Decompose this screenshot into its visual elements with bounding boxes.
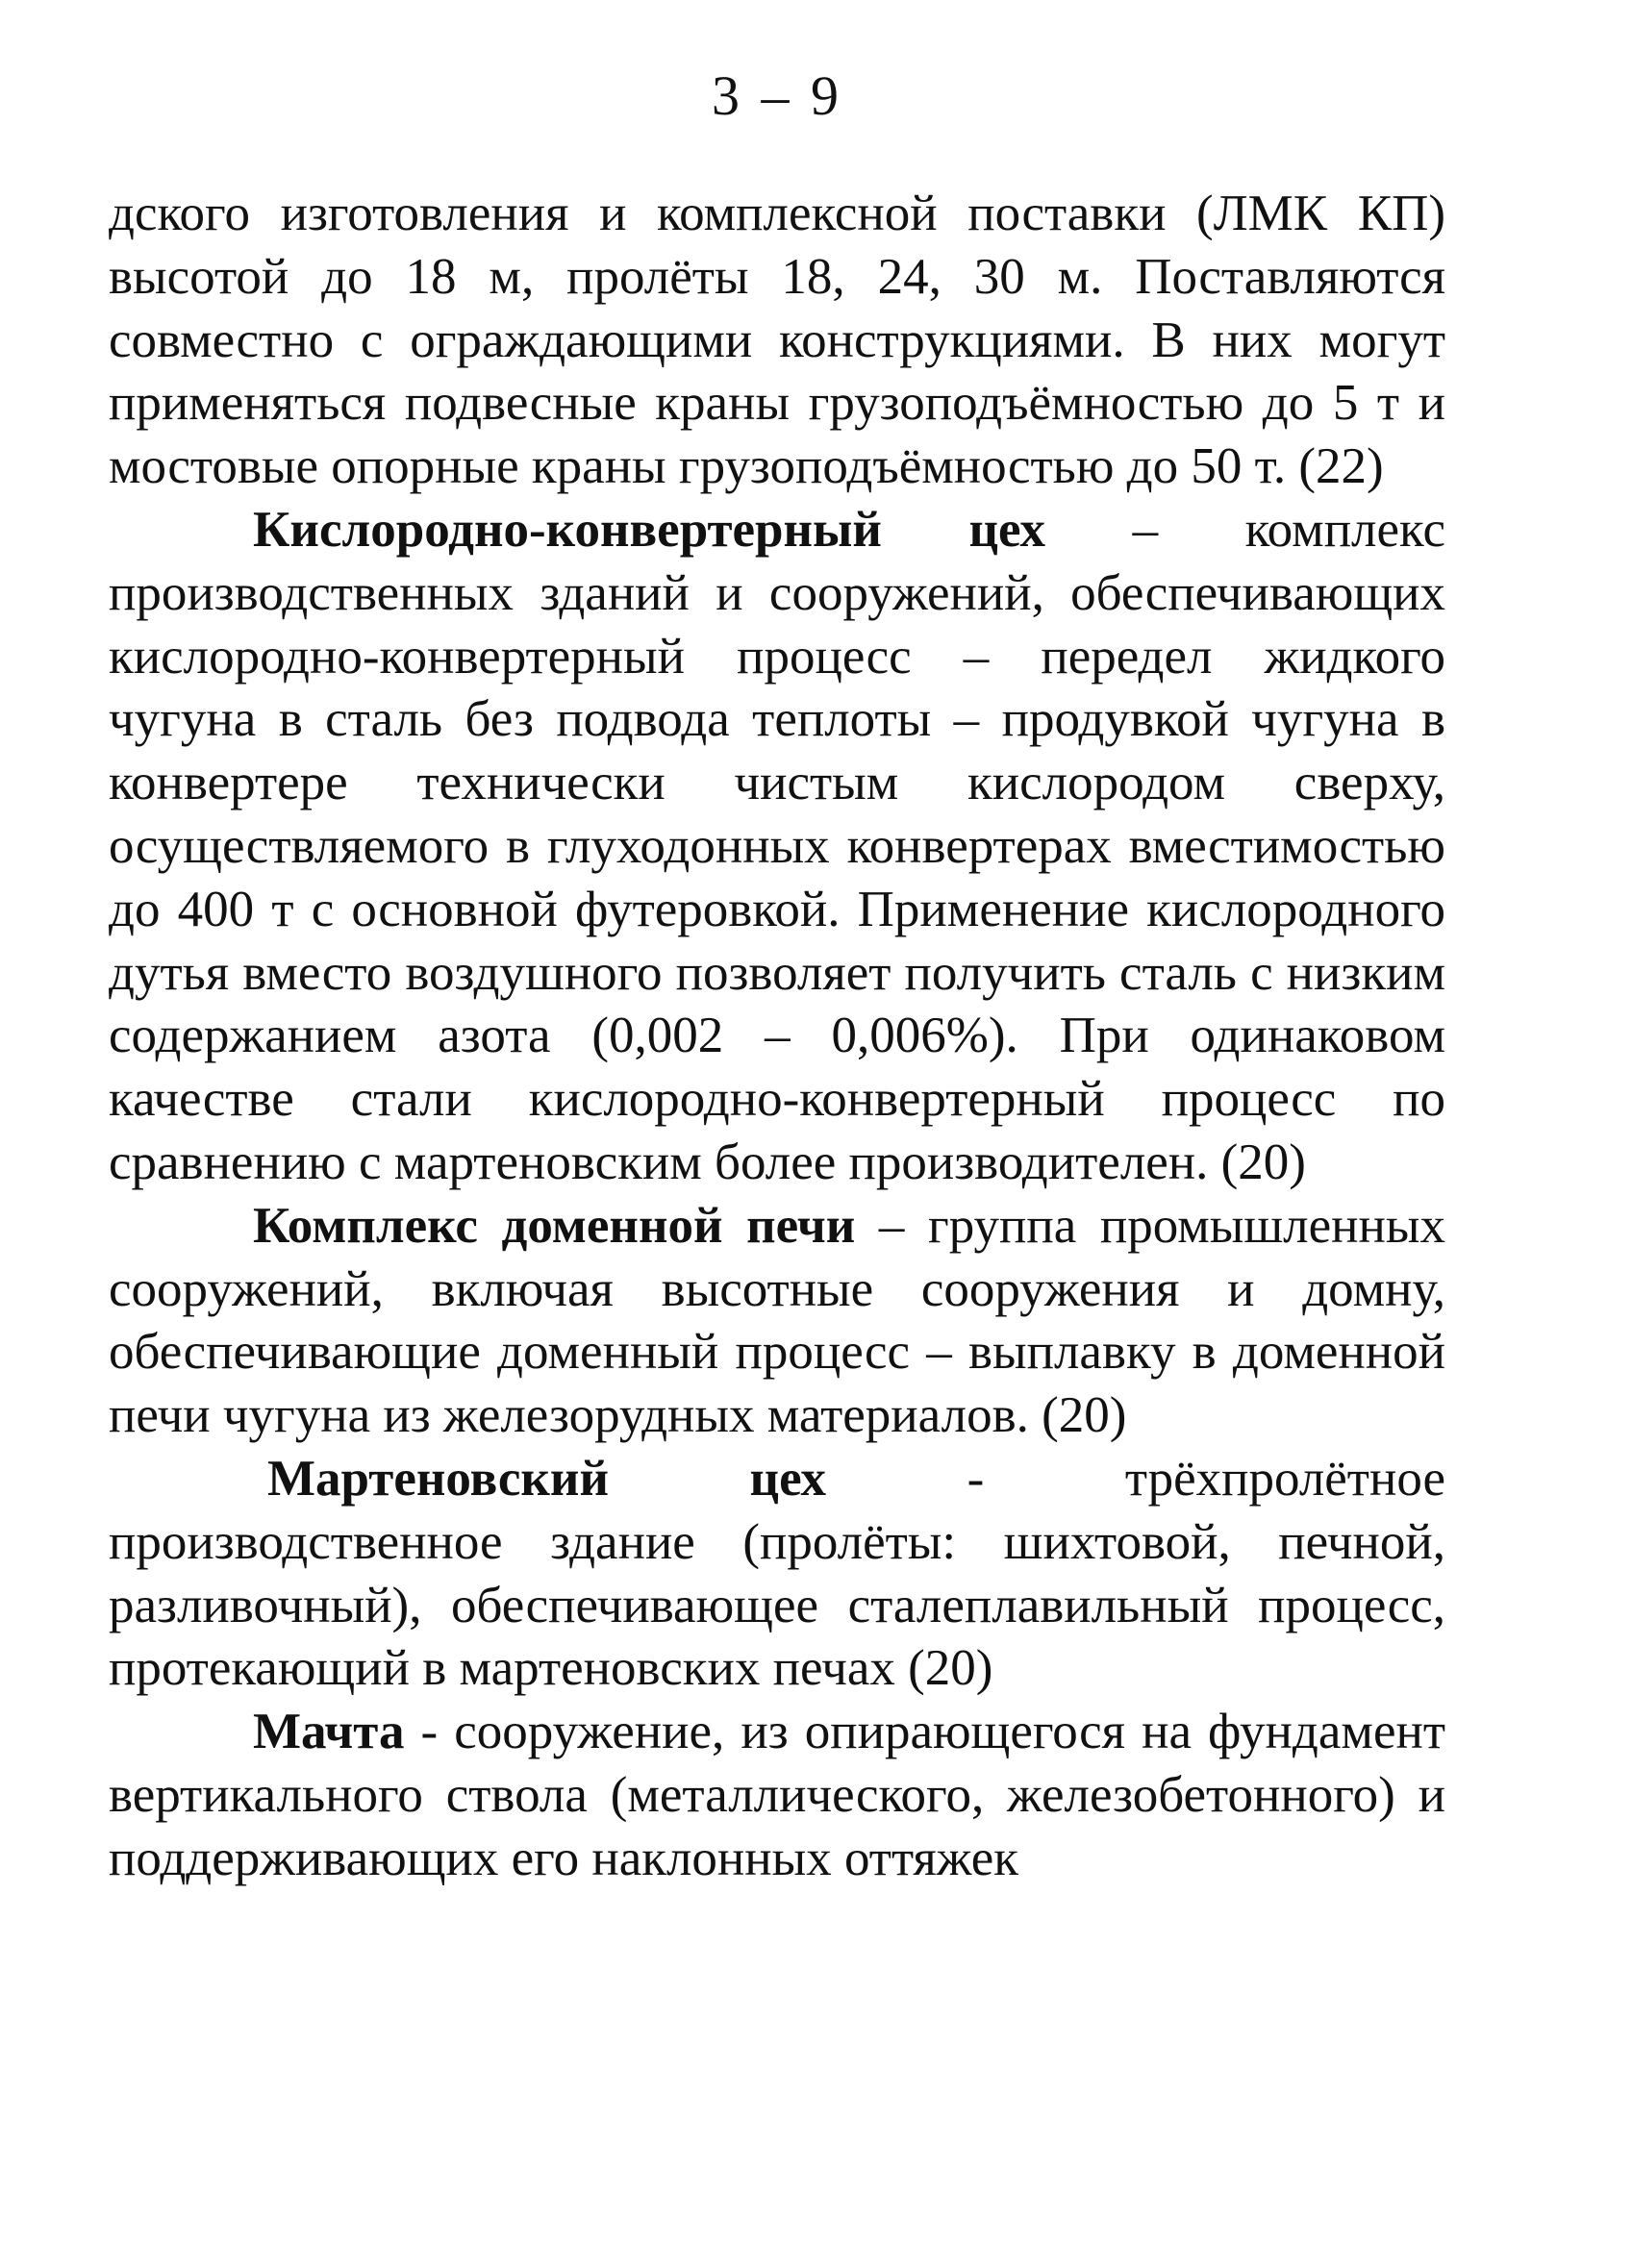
paragraph-text: – группа промышленных сооружений, включая высотные сооружения и домну, обеспечивающие доменный процесс – выплавку в доменной печи чугуна из железорудных материалов. (20): [109, 1197, 1445, 1444]
paragraph-text: – комплекс производственных зданий и сооружений, обеспечивающих кислородно-конвертерный процесс – передел жидкого чугуна в сталь без подвода теплоты – продувкой чугуна в конвертере технически чистым кислородом сверху, осуществляемого в глуходонных конвертерах вместимостью до 400 т с основной футеровкой. Применение кислородного дутья вместо воздушного позволяет получить сталь с низким содержанием азота (0,002 – 0,006%). При одинаковом качестве стали кислородно-конвертерный процесс по сравнению с мартеновским более производителен. (20): [109, 501, 1445, 1190]
paragraph-text: дского изготовления и комплексной поставки (ЛМК КП) высотой до 18 м, пролёты 18, 24, 30 м. Поставляются совместно с ограждающими конструкциями. В них могут применяться подвесные краны грузоподъёмностью до 5 т и мостовые опорные краны грузоподъёмностью до 50 т. (22): [109, 186, 1445, 495]
term-heading: Кислородно-конвертерный цех: [253, 501, 1046, 558]
term-heading: Мачта: [253, 1704, 405, 1760]
paragraph-open-hearth-shop: [109, 1448, 1445, 1701]
paragraph-mast: [109, 1701, 1445, 1890]
paragraph-oxygen-converter-shop: [109, 499, 1445, 1195]
term-heading: Мартеновский цех: [267, 1450, 827, 1507]
paragraph-text: - трёхпролётное производственное здание (пролёты: шихтовой, печной, разливочный), обеспечивающее сталеплавильный процесс, протекающий в мартеновских печах (20): [109, 1450, 1445, 1697]
document-page: [109, 58, 1445, 1891]
term-heading: Комплекс доменной печи: [253, 1197, 856, 1254]
paragraph-blast-furnace-complex: [109, 1195, 1445, 1448]
paragraph-continuation: [109, 183, 1445, 499]
page-number: 3 – 9: [712, 64, 842, 127]
paragraph-text: - сооружение, из опирающегося на фундамент вертикального ствола (металлического, железобетонного) и поддерживающих его наклонных оттяжек: [109, 1704, 1445, 1886]
